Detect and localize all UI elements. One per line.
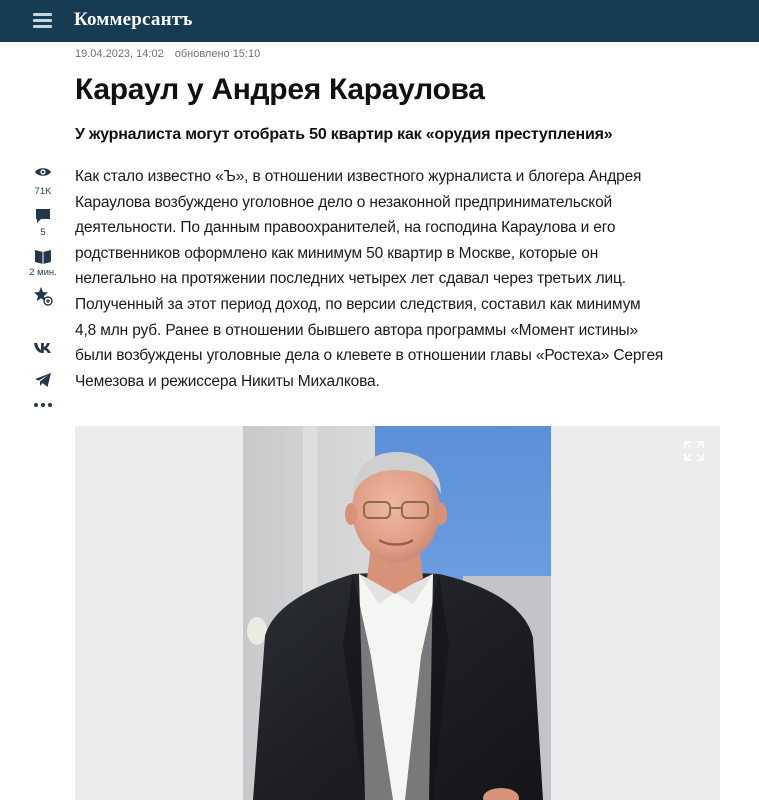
body-line: были возбуждены уголовные дела о клевете в отношении главы «Ростеха» Сергея bbox=[75, 347, 664, 365]
read-time: 2 мин. bbox=[29, 267, 57, 278]
body-line: Чемезова и режиссера Никиты Михалкова. bbox=[75, 372, 380, 390]
updated-time: обновлено 15:10 bbox=[174, 48, 261, 60]
vk-icon[interactable] bbox=[26, 342, 60, 354]
site-logo[interactable]: Коммерсантъ bbox=[74, 9, 193, 30]
expand-icon[interactable] bbox=[684, 441, 704, 461]
body-line: 4,8 млн руб. Ранее в отношении бывшего автора программы «Момент истины» bbox=[75, 321, 639, 339]
article-photo-container bbox=[75, 426, 720, 800]
book-icon bbox=[26, 248, 60, 264]
publish-date: 19.04.2023, 14:02 bbox=[75, 48, 164, 60]
comments-count[interactable]: 5 bbox=[40, 227, 46, 238]
article-photo[interactable] bbox=[243, 426, 551, 800]
views-count: 71K bbox=[34, 186, 52, 197]
telegram-icon[interactable] bbox=[26, 372, 60, 388]
article-meta bbox=[75, 48, 260, 60]
body-line: родственников оформлено как минимум 50 квартир в Москве, которые он bbox=[75, 244, 599, 262]
article-title: Караул у Андрея Караулова bbox=[75, 73, 485, 106]
body-line: деятельности. По данным правоохранителей, на господина Караулова и его bbox=[75, 219, 616, 237]
comment-icon[interactable] bbox=[26, 208, 60, 224]
top-bar bbox=[0, 0, 759, 42]
eye-icon bbox=[26, 166, 60, 178]
more-icon[interactable] bbox=[26, 402, 60, 408]
body-line: нелегально на протяжении последних четырех лет сдавал через третьих лиц. bbox=[75, 270, 626, 288]
hamburger-menu-icon[interactable] bbox=[33, 12, 52, 29]
article-body bbox=[75, 164, 715, 394]
body-line: Полученный за этот период доход, по версии следствия, составил как минимум bbox=[75, 295, 641, 313]
article-subtitle: У журналиста могут отобрать 50 квартир как «орудия преступления» bbox=[75, 126, 613, 143]
body-line: Караулова возбуждено уголовное дело о незаконной предпринимательской bbox=[75, 193, 613, 211]
body-line: Как стало известно «Ъ», в отношении известного журналиста и блогера Андрея bbox=[75, 168, 642, 185]
favorite-star-icon[interactable] bbox=[26, 286, 60, 306]
